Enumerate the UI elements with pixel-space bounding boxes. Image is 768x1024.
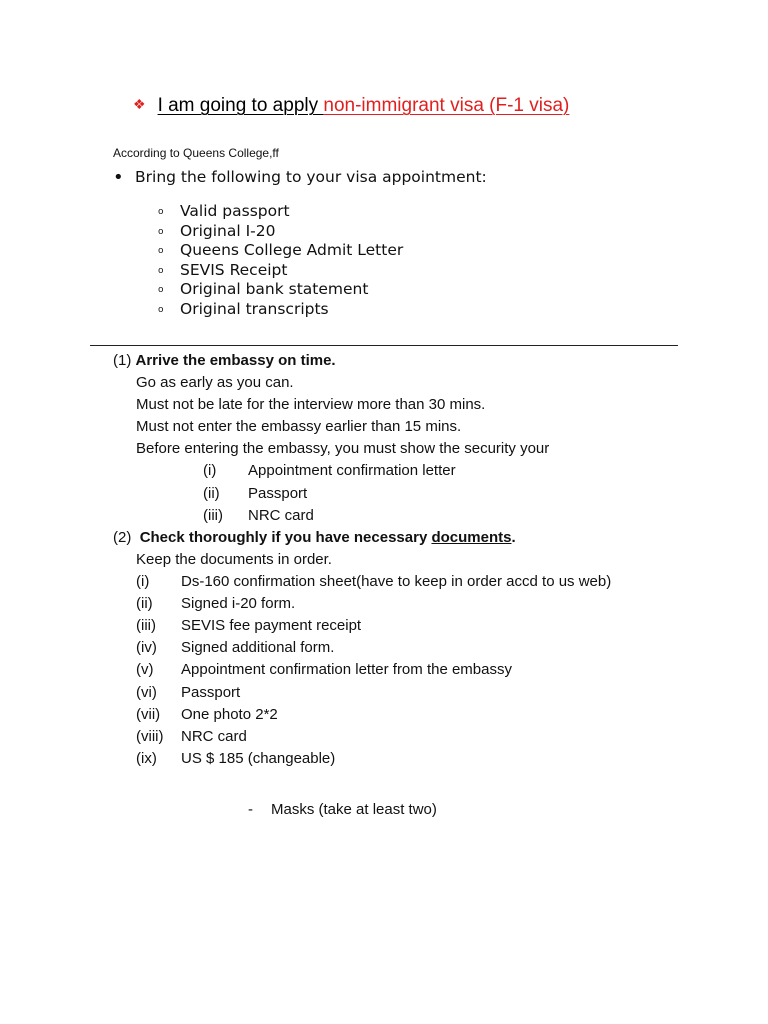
section1-item-num: (ii) <box>203 485 220 502</box>
circle-bullet-icon: o <box>158 207 164 217</box>
section2-title-end: . <box>511 529 516 546</box>
section2-item-text: Ds-160 confirmation sheet(have to keep in order accd to us web) <box>181 573 612 590</box>
section1-item-text: Appointment confirmation letter <box>248 462 456 479</box>
section1-item-text: Passport <box>248 485 308 502</box>
section-divider <box>90 345 678 346</box>
section1-line: Go as early as you can. <box>136 374 294 391</box>
section2-item-num: (iii) <box>136 617 156 634</box>
section2-item-num: (ix) <box>136 750 157 767</box>
circle-bullet-icon: o <box>158 304 164 315</box>
section2-item-text: SEVIS fee payment receipt <box>181 617 362 634</box>
section2-item-text: Signed additional form. <box>181 639 335 656</box>
section2-heading <box>113 527 516 549</box>
section1-item-text: NRC card <box>248 507 314 524</box>
section2-line: Keep the documents in order. <box>136 551 332 568</box>
section2-item-num: (vii) <box>136 706 161 723</box>
section2-item-num: (v) <box>136 661 154 678</box>
heading-prefix: I am going to apply <box>157 95 324 116</box>
section2-item-text: US $ 185 (changeable) <box>181 750 336 767</box>
section2-title-keyword: documents <box>431 529 512 546</box>
list-item: o SEVIS Receipt <box>158 261 403 281</box>
bullet-icon: • <box>113 167 124 188</box>
section2-item-text: One photo 2*2 <box>181 706 278 723</box>
list-item: o Original transcripts <box>158 300 403 320</box>
circle-bullet-icon: o <box>158 265 164 276</box>
section1-item-num: (iii) <box>203 507 223 524</box>
circle-bullet-icon: o <box>158 246 164 256</box>
section2-item-text: Passport <box>181 684 241 701</box>
section1-item-num: (i) <box>203 462 217 479</box>
circle-bullet-icon: o <box>158 285 164 295</box>
section1-line: Must not enter the embassy earlier than 15 mins. <box>136 418 462 435</box>
source-note: According to Queens College,ff <box>113 146 279 160</box>
section2-item-num: (ii) <box>136 595 153 612</box>
section2-item-num: (i) <box>136 573 150 590</box>
section2-number: (2) <box>113 529 132 546</box>
section2-item-text: Signed i-20 form. <box>181 595 296 612</box>
list-item: o Original bank statement <box>158 280 403 300</box>
section1-heading <box>113 350 336 372</box>
page-heading <box>133 95 569 117</box>
list-item: o Original I-20 <box>158 222 403 242</box>
bring-instruction-text: Bring the following to your visa appointment: <box>135 168 487 186</box>
section2-item-num: (vi) <box>136 684 157 701</box>
list-item: o Queens College Admit Letter <box>158 241 403 261</box>
diamond-bullet-icon: ❖ <box>133 96 146 112</box>
extra-dash: - <box>248 801 253 818</box>
bring-instruction <box>113 166 487 187</box>
section1-number: (1) <box>113 352 132 369</box>
list-item: o Valid passport <box>158 202 403 222</box>
section1-line: Must not be late for the interview more than 30 mins. <box>136 396 486 413</box>
section1-line: Before entering the embassy, you must show the security your <box>136 440 550 457</box>
heading-highlight: non-immigrant visa (F-1 visa) <box>323 95 570 116</box>
section2-item-text: Appointment confirmation letter from the embassy <box>181 661 512 678</box>
section1-title: Arrive the embassy on time. <box>135 352 336 369</box>
appointment-checklist <box>158 202 403 319</box>
circle-bullet-icon: o <box>158 226 164 237</box>
section2-item-num: (iv) <box>136 639 157 656</box>
extra-item-text: Masks (take at least two) <box>271 801 437 818</box>
section2-item-num: (viii) <box>136 728 164 745</box>
section2-item-text: NRC card <box>181 728 247 745</box>
section2-title: Check thoroughly if you have necessary <box>139 529 432 546</box>
